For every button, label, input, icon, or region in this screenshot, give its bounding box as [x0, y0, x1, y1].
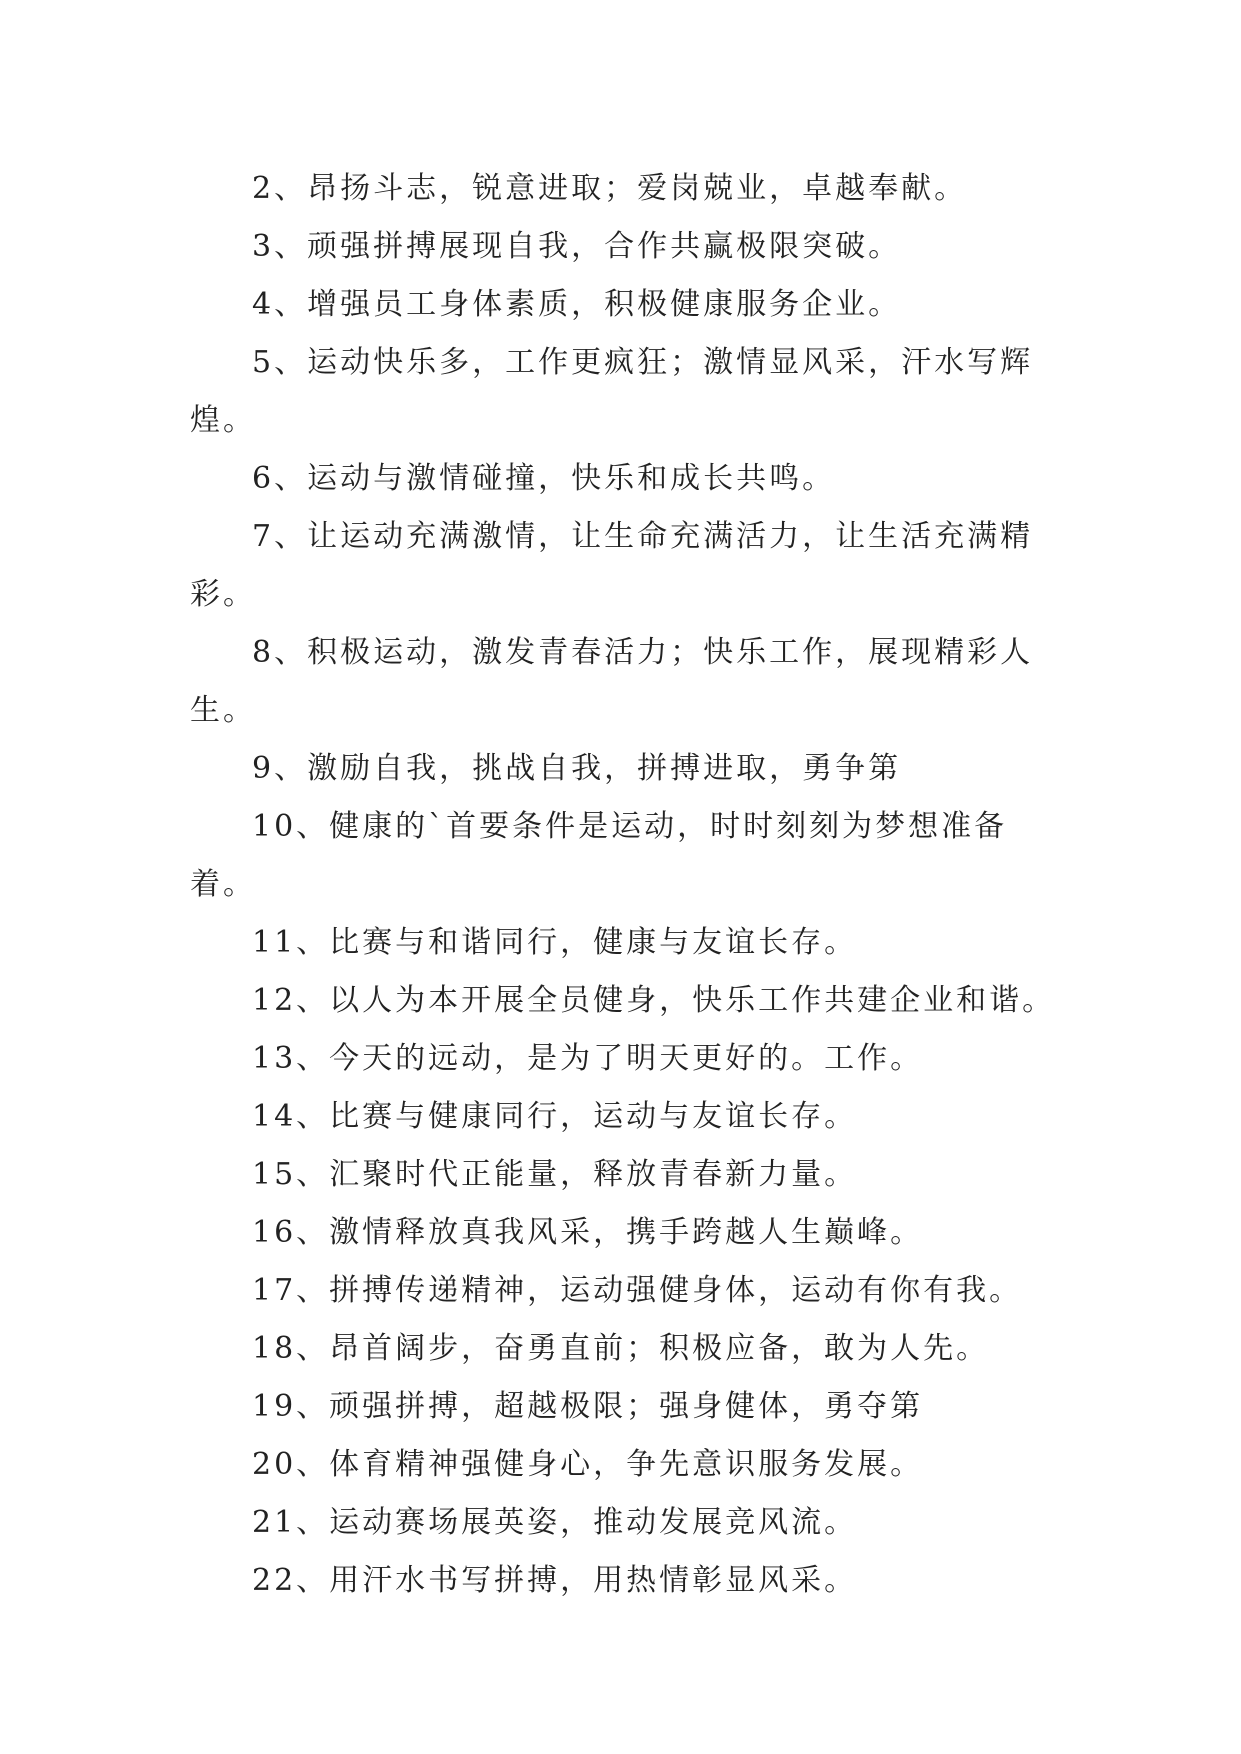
slogan-item-16: 16、激情释放真我风采，携手跨越人生巅峰。 [252, 1215, 924, 1250]
slogan-item-11: 11、比赛与和谐同行，健康与友谊长存。 [252, 925, 858, 960]
document-body [190, 160, 1060, 1610]
slogan-item-17: 17、拼搏传递精神，运动强健身体，运动有你有我。 [252, 1273, 1023, 1308]
slogan-item-19: 19、顽强拼搏，超越极限；强身健体，勇夺第 [252, 1389, 924, 1424]
slogan-item-10: 10、健康的`首要条件是运动，时时刻刻为梦想准备着。 [190, 809, 1008, 902]
slogan-item-12: 12、以人为本开展全员健身，快乐工作共建企业和谐。 [252, 983, 1056, 1018]
slogan-item-4: 4、增强员工身体素质，积极健康服务企业。 [252, 287, 902, 322]
slogan-item-14: 14、比赛与健康同行，运动与友谊长存。 [252, 1099, 858, 1134]
slogan-item-3: 3、顽强拼搏展现自我，合作共赢极限突破。 [252, 229, 902, 264]
slogan-item-15: 15、汇聚时代正能量，释放青春新力量。 [252, 1157, 858, 1192]
slogan-item-20: 20、体育精神强健身心，争先意识服务发展。 [252, 1447, 924, 1482]
slogan-item-6: 6、运动与激情碰撞，快乐和成长共鸣。 [252, 461, 836, 496]
slogan-item-13: 13、今天的远动，是为了明天更好的。工作。 [252, 1041, 924, 1076]
slogan-item-9: 9、激励自我，挑战自我，拼搏进取，勇争第 [252, 751, 902, 786]
slogan-item-22: 22、用汗水书写拼搏，用热情彰显风采。 [252, 1563, 858, 1598]
slogan-item-21: 21、运动赛场展英姿，推动发展竞风流。 [252, 1505, 858, 1540]
slogan-item-2: 2、昂扬斗志，锐意进取；爱岗兢业，卓越奉献。 [252, 171, 968, 206]
slogan-item-18: 18、昂首阔步，奋勇直前；积极应备，敢为人先。 [252, 1331, 990, 1366]
slogan-item-7: 7、让运动充满激情，让生命充满活力，让生活充满精彩。 [190, 519, 1034, 612]
slogan-item-5: 5、运动快乐多，工作更疯狂；激情显风采，汗水写辉煌。 [190, 345, 1034, 438]
slogan-item-8: 8、积极运动，激发青春活力；快乐工作，展现精彩人生。 [190, 635, 1034, 728]
